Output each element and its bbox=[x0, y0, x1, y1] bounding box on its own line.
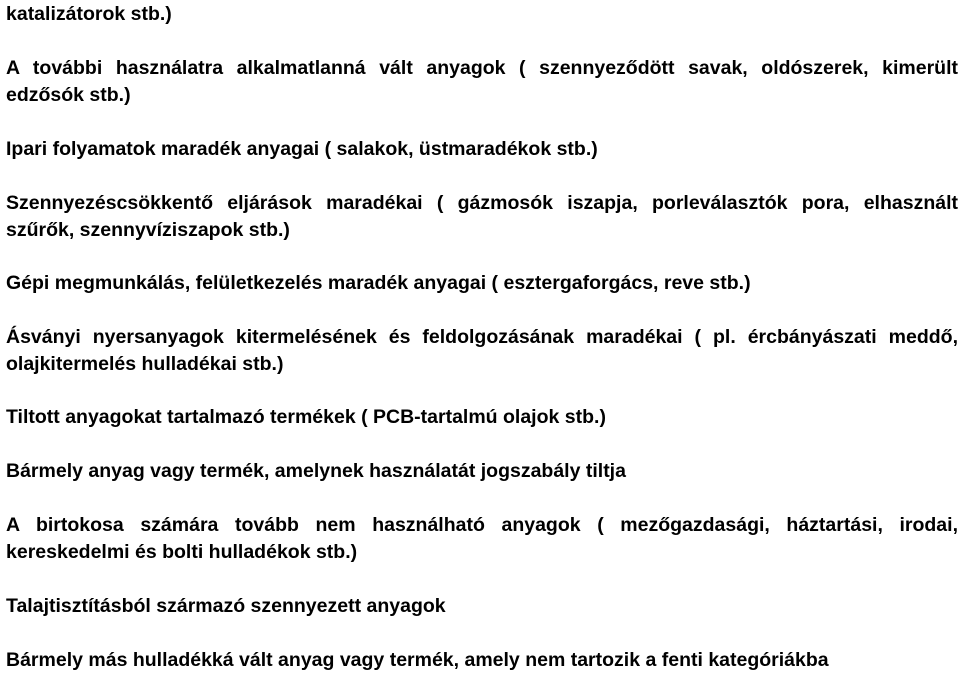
paragraph-machining-residues: Gépi megmunkálás, felületkezelés maradék anyagai ( esztergaforgács, reve stb.) bbox=[6, 272, 751, 294]
paragraph-soil-remediation: Talajtisztításból származó szennyezett anyagok bbox=[6, 595, 446, 617]
paragraph-catalysts: katalizátorok stb.) bbox=[6, 3, 172, 25]
paragraph-industrial-residues: Ipari folyamatok maradék anyagai ( salakok, üstmaradékok stb.) bbox=[6, 138, 598, 160]
paragraph-owner-unusable: A birtokosa számára tovább nem használható anyagok ( mezőgazdasági, háztartási, irodai, kereskedelmi és bolti hulladékok stb.) bbox=[6, 514, 958, 563]
paragraph-pollution-reduction: Szennyezéscsökkentő eljárások maradékai ( gázmosók iszapja, porleválasztók pora, elhasznált szűrők, szennyvíziszapok stb.) bbox=[6, 192, 958, 241]
paragraph-legally-banned: Bármely anyag vagy termék, amelynek használatát jogszabály tiltja bbox=[6, 460, 626, 482]
paragraph-unusable-materials: A további használatra alkalmatlanná vált anyagok ( szennyeződött savak, oldószerek, kimerült edzősók stb.) bbox=[6, 57, 958, 106]
paragraph-mineral-extraction: Ásványi nyersanyagok kitermelésének és feldolgozásának maradékai ( pl. ércbányászati meddő, olajkitermelés hulladékai stb.) bbox=[6, 326, 958, 375]
paragraph-other-waste: Bármely más hulladékká vált anyag vagy termék, amely nem tartozik a fenti kategóriákba bbox=[6, 649, 829, 671]
paragraph-prohibited-substances: Tiltott anyagokat tartalmazó termékek ( PCB-tartalmú olajok stb.) bbox=[6, 406, 606, 428]
